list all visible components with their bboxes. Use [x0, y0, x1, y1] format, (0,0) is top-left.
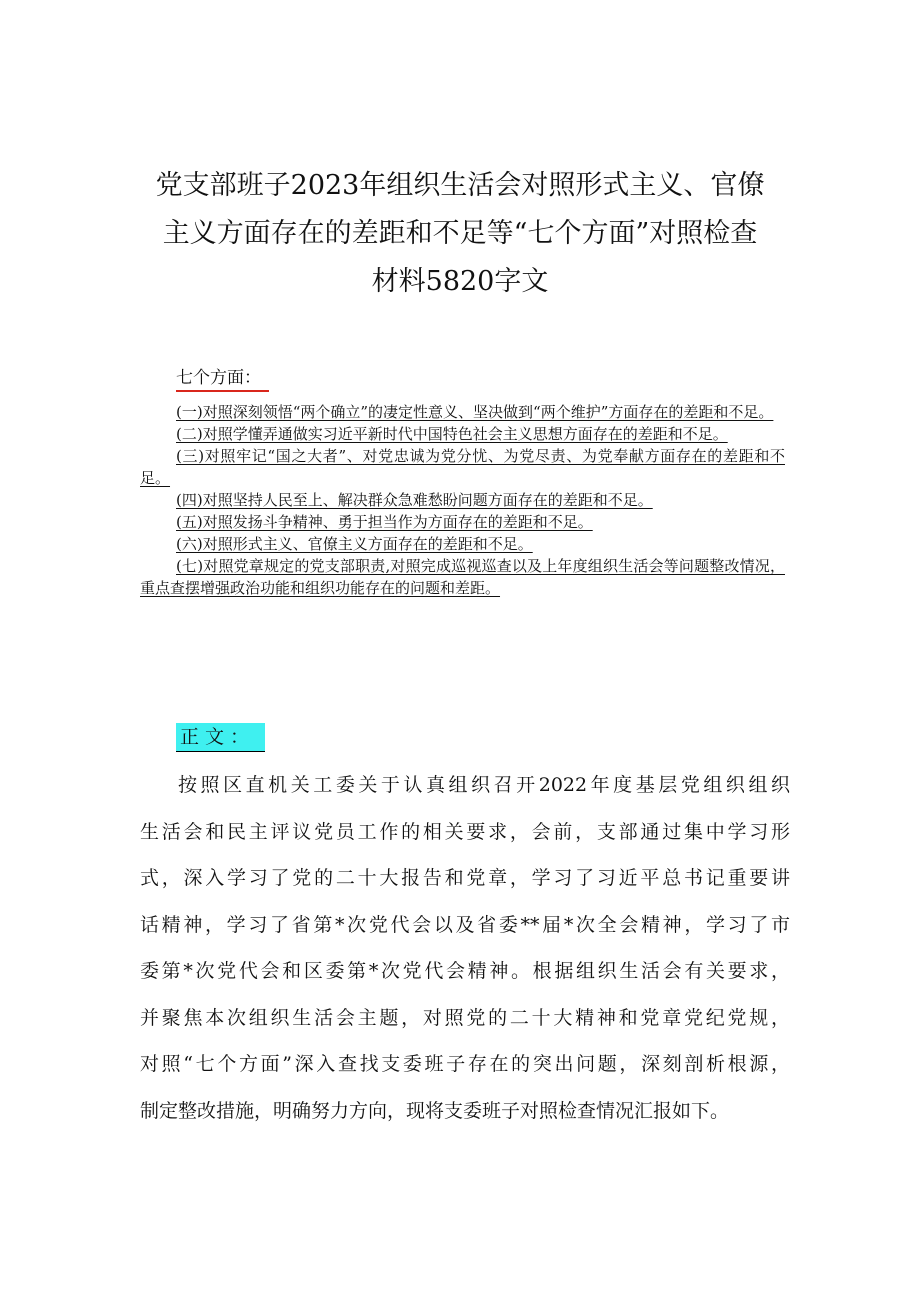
body-line: 生活会和民主评议党员工作的相关要求，会前，支部通过集中学习形 [140, 820, 790, 843]
body-line: 按照区直机关工委关于认真组织召开2022年度基层党组织组织 [178, 774, 790, 796]
aspect-text: (四)对照坚持人民至上、解决群众急难愁盼问题方面存在的差距和不足。 [176, 491, 653, 509]
body-line: 式，深入学习了党的二十大报告和党章，学习了习近平总书记重要讲 [140, 867, 790, 889]
title-line-1: 党支部班子2023年组织生活会对照形式主义、官僚 [155, 170, 765, 201]
aspect-item-1 [140, 401, 785, 423]
aspect-text: (三)对照牢记“国之大者”、对党忠诚为党分忧、为党尽责、为党奉献方面存在的差距和不足。 [140, 447, 785, 487]
aspect-item-5 [140, 511, 785, 533]
title-line-2: 主义方面存在的差距和不足等“七个方面”对照检查 [162, 218, 758, 249]
aspect-text: (一)对照深刻领悟“两个确立”的凄定性意义、坚决做到“两个维护”方面存在的差距和不足。 [176, 403, 774, 421]
document-title [120, 162, 800, 306]
aspect-item-4 [140, 489, 785, 511]
body-line: 制定整改措施，明确努力方向，现将支委班子对照检查情况汇报如下。 [140, 1099, 730, 1122]
body-line: 委第*次党代会和区委第*次党代会精神。根据组织生活会有关要求， [140, 960, 790, 982]
aspect-text: (七)对照党章规定的党支部职责,对照完成巡视巡查以及上年度组织生活会等问题整改情况，重点查摆增强政治功能和组织功能存在的问题和差距。 [140, 557, 785, 597]
body-line: 对照“七个方面”深入查找支委班子存在的突出问题，深刻剖析根源， [140, 1053, 790, 1075]
aspect-item-7 [140, 555, 785, 599]
aspects-heading: 七个方面： [176, 366, 269, 392]
aspect-item-3 [140, 445, 785, 489]
body-heading: 正文： [176, 723, 265, 752]
body-line: 并聚焦本次组织生活会主题，对照党的二十大精神和党章党纪党规， [140, 1006, 790, 1029]
aspect-text: (六)对照形式主义、官僚主义方面存在的差距和不足。 [176, 535, 533, 553]
aspects-list [140, 401, 785, 599]
aspect-item-6 [140, 533, 785, 555]
aspect-text: (二)对照学懂弄通做实习近平新时代中国特色社会主义思想方面存在的差距和不足。 [176, 425, 728, 443]
title-line-3: 材料5820字文 [371, 266, 549, 297]
body-line: 话精神，学习了省第*次党代会以及省委**届*次全会精神，学习了市 [140, 913, 790, 936]
aspect-text: (五)对照发扬斗争精神、勇于担当作为方面存在的差距和不足。 [176, 513, 593, 531]
body-paragraph [140, 762, 790, 1134]
aspect-item-2 [140, 423, 785, 445]
